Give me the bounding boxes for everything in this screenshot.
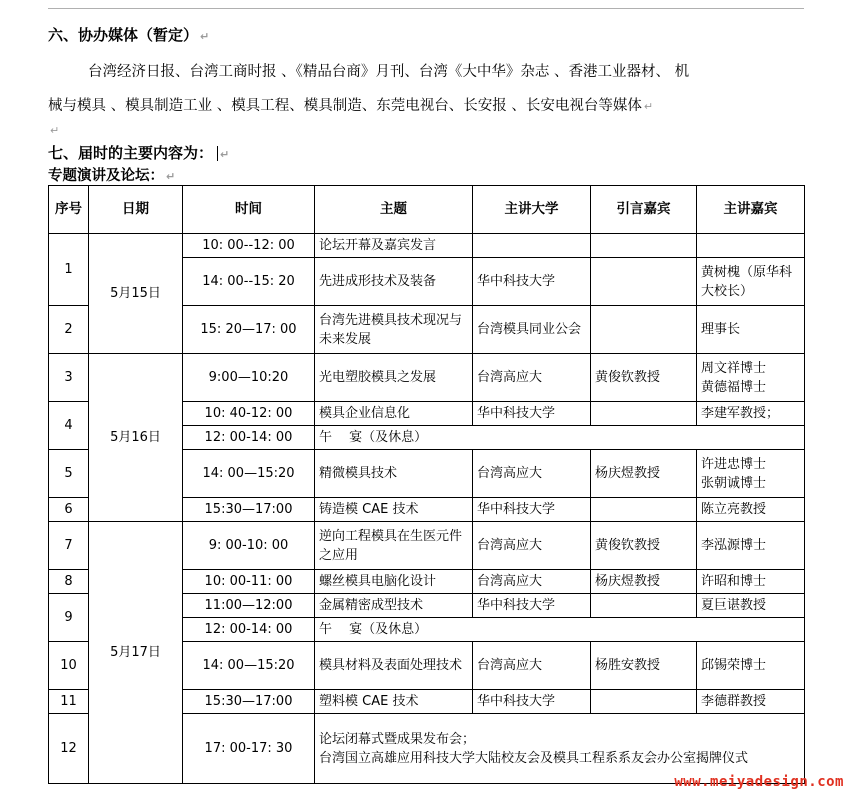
section6-heading: 六、协办媒体（暂定） ↵ (48, 26, 210, 44)
header-speaker: 主讲嘉宾 (697, 186, 805, 234)
paragraph-mark-icon: ↵ (166, 170, 176, 183)
intro-guest-cell (591, 306, 697, 354)
speaker-cell: 夏巨谌教授 (697, 594, 805, 618)
university-cell: 华中科技大学 (473, 402, 591, 426)
speaker-cell: 许昭和博士 (697, 570, 805, 594)
topic-cell: 论坛开幕及嘉宾发言 (315, 234, 473, 258)
section7-heading[interactable]: 七、届时的主要内容为： ↵ (48, 144, 230, 162)
date-cell: 5月17日 (89, 522, 183, 784)
intro-guest-cell: 杨胜安教授 (591, 642, 697, 690)
time-cell: 10: 00-11: 00 (183, 570, 315, 594)
date-cell: 5月16日 (89, 354, 183, 522)
closing-ceremony-cell (315, 714, 805, 784)
time-cell: 9:00—10:20 (183, 354, 315, 402)
topic-cell: 逆向工程模具在生医元件之应用 (315, 522, 473, 570)
university-cell: 台湾高应大 (473, 642, 591, 690)
paragraph-mark-icon: ↵ (643, 100, 654, 113)
date-cell: 5月15日 (89, 234, 183, 354)
closing-line: 论坛闭幕式暨成果发布会； (319, 731, 476, 747)
speaker-cell (697, 354, 805, 402)
lunch-cell: 午 宴（及休息） (315, 426, 805, 450)
topic-cell: 铸造模 CAE 技术 (315, 498, 473, 522)
time-cell: 14: 00--15: 20 (183, 258, 315, 306)
seq-cell: 3 (49, 354, 89, 402)
speaker-cell (697, 450, 805, 498)
section7-subheading: 专题演讲及论坛： ↵ (48, 168, 176, 184)
header-university: 主讲大学 (473, 186, 591, 234)
table-header-row (49, 186, 805, 234)
header-seq: 序号 (49, 186, 89, 234)
table-row (49, 522, 805, 570)
speaker-line: 黄德福博士 (701, 379, 767, 395)
university-cell: 华中科技大学 (473, 258, 591, 306)
seq-cell: 12 (49, 714, 89, 784)
header-date: 日期 (89, 186, 183, 234)
closing-line: 台湾国立高雄应用科技大学大陆校友会及模具工程系系友会办公室揭牌仪式 (319, 750, 749, 766)
header-time: 时间 (183, 186, 315, 234)
schedule-table (48, 185, 805, 784)
paragraph-mark-icon: ↵ (200, 30, 210, 43)
seq-cell: 9 (49, 594, 89, 642)
intro-guest-cell (591, 258, 697, 306)
speaker-line: 周文祥博士 (701, 360, 767, 376)
time-cell: 17: 00-17: 30 (183, 714, 315, 784)
time-cell: 15:30—17:00 (183, 498, 315, 522)
header-intro-guest: 引言嘉宾 (591, 186, 697, 234)
seq-cell: 1 (49, 234, 89, 306)
page-top-rule (48, 8, 804, 9)
time-cell: 15:30—17:00 (183, 690, 315, 714)
intro-guest-cell (591, 594, 697, 618)
intro-guest-cell: 杨庆煜教授 (591, 570, 697, 594)
intro-guest-cell (591, 234, 697, 258)
intro-guest-cell: 黄俊钦教授 (591, 522, 697, 570)
topic-cell: 先进成形技术及装备 (315, 258, 473, 306)
speaker-cell: 邱锡荣博士 (697, 642, 805, 690)
intro-guest-cell: 杨庆煜教授 (591, 450, 697, 498)
university-cell: 台湾高应大 (473, 450, 591, 498)
time-cell: 12: 00-14: 00 (183, 618, 315, 642)
speaker-cell: 李泓源博士 (697, 522, 805, 570)
speaker-cell: 陈立亮教授 (697, 498, 805, 522)
header-topic: 主题 (315, 186, 473, 234)
topic-cell: 塑料模 CAE 技术 (315, 690, 473, 714)
intro-guest-cell (591, 402, 697, 426)
intro-guest-cell (591, 690, 697, 714)
time-cell: 9: 00-10: 00 (183, 522, 315, 570)
time-cell: 14: 00—15:20 (183, 642, 315, 690)
university-cell: 台湾模具同业公会 (473, 306, 591, 354)
lunch-cell: 午 宴（及休息） (315, 618, 805, 642)
table-row (49, 354, 805, 402)
university-cell: 华中科技大学 (473, 594, 591, 618)
table-row (49, 234, 805, 258)
university-cell: 台湾高应大 (473, 522, 591, 570)
speaker-cell: 理事长 (697, 306, 805, 354)
media-paragraph-line1: 台湾经济日报、台湾工商时报 、《精品台商》月刊、台湾《大中华》杂志 、香港工业器材、 机 (88, 64, 690, 80)
seq-cell: 8 (49, 570, 89, 594)
university-cell: 台湾高应大 (473, 354, 591, 402)
text-cursor (217, 146, 218, 161)
speaker-cell: 李德群教授 (697, 690, 805, 714)
time-cell: 14: 00—15:20 (183, 450, 315, 498)
time-cell: 11:00—12:00 (183, 594, 315, 618)
university-cell (473, 234, 591, 258)
university-cell: 华中科技大学 (473, 498, 591, 522)
university-cell: 华中科技大学 (473, 690, 591, 714)
topic-cell: 金属精密成型技术 (315, 594, 473, 618)
intro-guest-cell (591, 498, 697, 522)
topic-cell: 精微模具技术 (315, 450, 473, 498)
seq-cell: 7 (49, 522, 89, 570)
seq-cell: 4 (49, 402, 89, 450)
intro-guest-cell: 黄俊钦教授 (591, 354, 697, 402)
paragraph-mark-icon: ↵ (220, 148, 230, 161)
speaker-cell (697, 234, 805, 258)
time-cell: 12: 00-14: 00 (183, 426, 315, 450)
university-cell: 台湾高应大 (473, 570, 591, 594)
seq-cell: 2 (49, 306, 89, 354)
speaker-line: 许进忠博士 (701, 456, 767, 472)
speaker-line: 张朝诚博士 (701, 475, 767, 491)
time-cell: 10: 40-12: 00 (183, 402, 315, 426)
time-cell: 10: 00--12: 00 (183, 234, 315, 258)
topic-cell: 光电塑胶模具之发展 (315, 354, 473, 402)
empty-paragraph (48, 122, 59, 138)
topic-cell: 模具企业信息化 (315, 402, 473, 426)
speaker-cell: 黄树槐（原华科大校长） (697, 258, 805, 306)
seq-cell: 11 (49, 690, 89, 714)
seq-cell: 5 (49, 450, 89, 498)
speaker-cell: 李建军教授； (697, 402, 805, 426)
topic-cell: 台湾先进模具技术现况与未来发展 (315, 306, 473, 354)
topic-cell: 模具材料及表面处理技术 (315, 642, 473, 690)
seq-cell: 10 (49, 642, 89, 690)
topic-cell: 螺丝模具电脑化设计 (315, 570, 473, 594)
media-paragraph-line2: 械与模具 、模具制造工业 、模具工程、模具制造、东莞电视台、长安报 、长安电视台等媒体 ↵ (48, 98, 654, 114)
paragraph-mark-icon: ↵ (50, 124, 60, 137)
watermark-url: www.meiyadesign.com (674, 774, 844, 790)
time-cell: 15: 20—17: 00 (183, 306, 315, 354)
seq-cell: 6 (49, 498, 89, 522)
